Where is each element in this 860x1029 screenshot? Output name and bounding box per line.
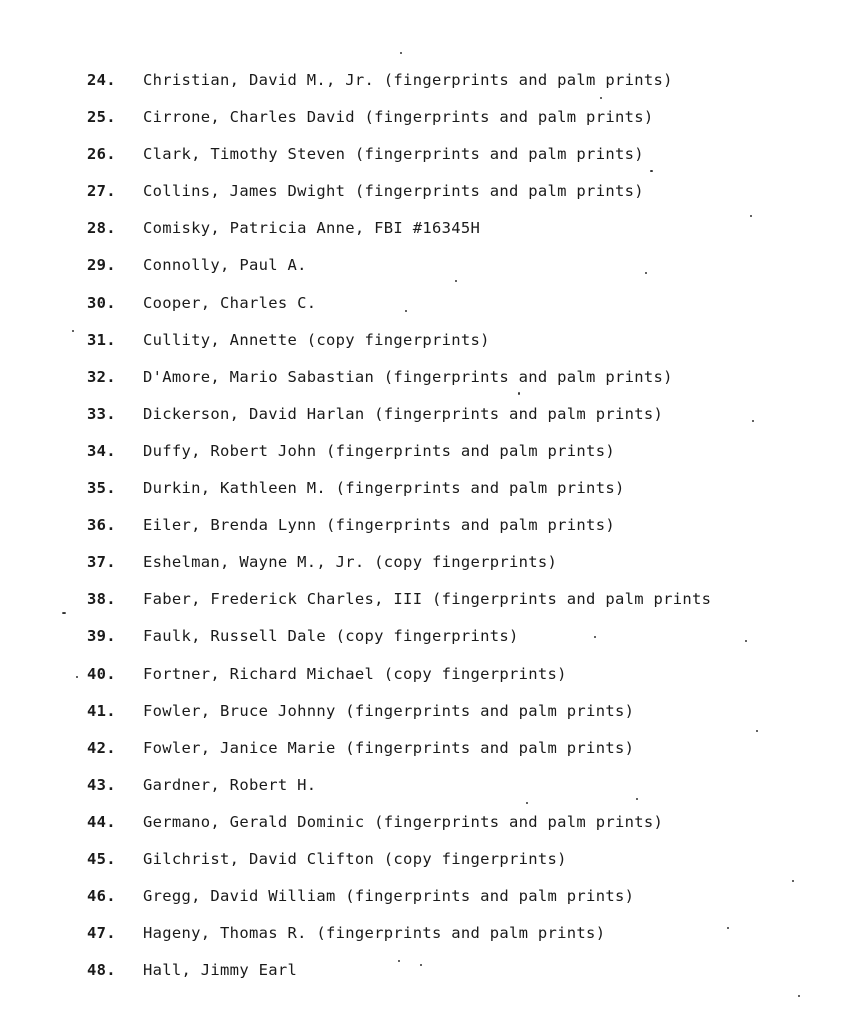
list-item (0, 396, 860, 433)
item-text: Duffy, Robert John (fingerprints and palm prints) (143, 441, 615, 460)
item-text: Gilchrist, David Clifton (copy fingerprints) (143, 849, 567, 868)
item-number: 41. (87, 701, 116, 720)
item-number: 27. (87, 182, 116, 201)
scan-speck (400, 52, 402, 54)
list-item (0, 878, 860, 915)
item-number: 45. (87, 849, 116, 868)
item-number: 30. (87, 293, 116, 312)
item-text: Cooper, Charles C. (143, 293, 317, 312)
list-item (0, 136, 860, 173)
list-item (0, 433, 860, 470)
item-number: 36. (87, 516, 116, 535)
item-number: 40. (87, 664, 116, 683)
item-number: 42. (87, 738, 116, 757)
list-item (0, 581, 860, 618)
item-text: Gregg, David William (fingerprints and palm prints) (143, 887, 635, 906)
item-text: Faulk, Russell Dale (copy fingerprints) (143, 627, 519, 646)
list-item (0, 730, 860, 767)
list-item (0, 544, 860, 581)
item-number: 38. (87, 590, 116, 609)
item-number: 39. (87, 627, 116, 646)
item-text: Germano, Gerald Dominic (fingerprints and palm prints) (143, 812, 664, 831)
item-text: Gardner, Robert H. (143, 775, 317, 794)
item-text: Collins, James Dwight (fingerprints and palm prints) (143, 182, 644, 201)
item-text: Christian, David M., Jr. (fingerprints and palm prints) (143, 71, 673, 89)
item-number: 32. (87, 367, 116, 386)
list-item (0, 62, 860, 99)
item-number: 28. (87, 219, 116, 238)
list-item (0, 210, 860, 247)
record-list (0, 62, 860, 989)
list-item (0, 693, 860, 730)
item-number: 34. (87, 441, 116, 460)
list-item (0, 915, 860, 952)
item-text: D'Amore, Mario Sabastian (fingerprints and palm prints) (143, 367, 673, 386)
list-item (0, 656, 860, 693)
list-item (0, 841, 860, 878)
item-text: Clark, Timothy Steven (fingerprints and palm prints) (143, 145, 644, 164)
list-item (0, 804, 860, 841)
list-item (0, 767, 860, 804)
item-number: 47. (87, 924, 116, 943)
scan-speck (798, 995, 800, 997)
item-text: Dickerson, David Harlan (fingerprints and palm prints) (143, 404, 664, 423)
list-item (0, 173, 860, 210)
item-number: 31. (87, 330, 116, 349)
list-item (0, 359, 860, 396)
item-text: Cullity, Annette (copy fingerprints) (143, 330, 490, 349)
item-text: Faber, Frederick Charles, III (fingerprints and palm prints (143, 590, 712, 609)
item-number: 29. (87, 256, 116, 275)
list-item (0, 285, 860, 322)
item-text: Cirrone, Charles David (fingerprints and palm prints) (143, 108, 654, 127)
item-number: 37. (87, 553, 116, 572)
item-text: Fortner, Richard Michael (copy fingerprints) (143, 664, 567, 683)
item-text: Fowler, Janice Marie (fingerprints and palm prints) (143, 738, 635, 757)
list-item (0, 470, 860, 507)
item-text: Hall, Jimmy Earl (143, 961, 298, 980)
list-item (0, 952, 860, 989)
list-item (0, 507, 860, 544)
item-number: 33. (87, 404, 116, 423)
item-number: 48. (87, 961, 116, 980)
list-item (0, 99, 860, 136)
item-text: Eiler, Brenda Lynn (fingerprints and palm prints) (143, 516, 615, 535)
item-number: 24. (87, 71, 116, 89)
list-item (0, 618, 860, 655)
item-text: Connolly, Paul A. (143, 256, 307, 275)
item-number: 46. (87, 887, 116, 906)
item-text: Hageny, Thomas R. (fingerprints and palm prints) (143, 924, 606, 943)
item-number: 25. (87, 108, 116, 127)
item-text: Eshelman, Wayne M., Jr. (copy fingerprints) (143, 553, 558, 572)
item-number: 43. (87, 775, 116, 794)
item-text: Comisky, Patricia Anne, FBI #16345H (143, 219, 481, 238)
item-number: 35. (87, 479, 116, 498)
list-item (0, 322, 860, 359)
item-text: Fowler, Bruce Johnny (fingerprints and palm prints) (143, 701, 635, 720)
item-number: 26. (87, 145, 116, 164)
item-number: 44. (87, 812, 116, 831)
list-item (0, 247, 860, 284)
item-text: Durkin, Kathleen M. (fingerprints and palm prints) (143, 479, 625, 498)
